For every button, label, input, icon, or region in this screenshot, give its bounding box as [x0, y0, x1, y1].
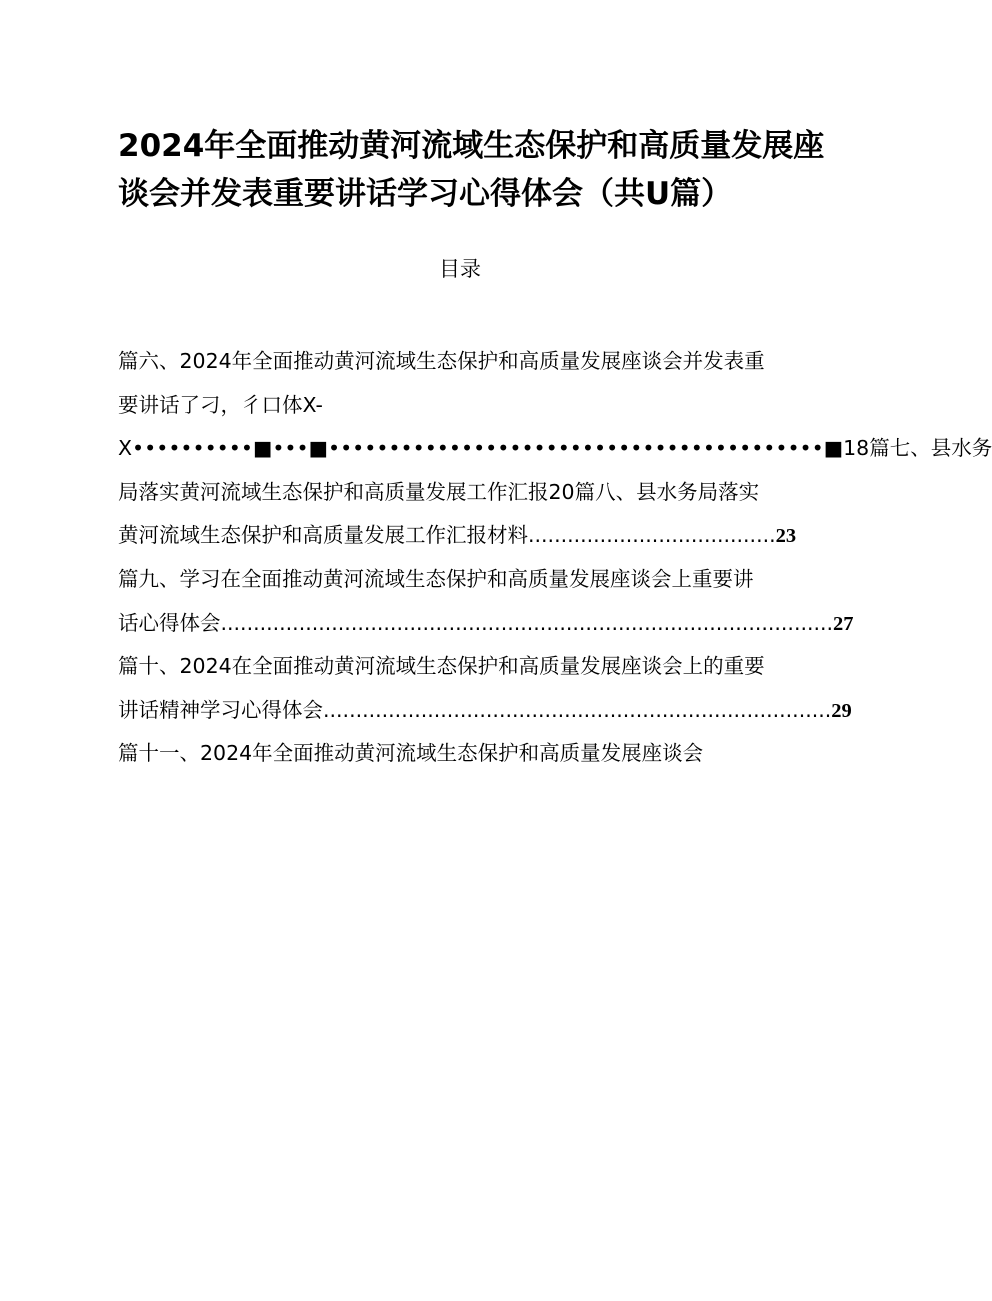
toc-entry[interactable] [118, 645, 840, 689]
toc-entry[interactable] [118, 732, 840, 776]
toc-page-number: 27 [833, 612, 854, 635]
toc-line: 篇六、2024年全面推动黄河流域生态保护和高质量发展座谈会并发表重 [118, 349, 765, 373]
toc-line: X••••••••••■•••■•••••••••••••••••••••••••••••••••••••••••■18篇七、县水务 [118, 436, 992, 461]
toc-entry[interactable] [118, 689, 852, 733]
toc-leader: .............................................................................................. [220, 610, 834, 635]
table-of-contents [118, 340, 992, 776]
document-title [118, 122, 858, 218]
toc-entry-text: 篇十一、2024年全面推动黄河流域生态保护和高质量发展座谈会 [118, 741, 704, 766]
toc-page-number: 29 [831, 699, 852, 722]
toc-entry-text: 话心得体会 [118, 610, 221, 635]
title-line-1: 2024年全面推动黄河流域生态保护和高质量发展座 [118, 128, 825, 164]
toc-leader: ...................................... [528, 523, 776, 548]
toc-entry-text: 黄河流域生态保护和高质量发展工作汇报材料 [118, 523, 528, 548]
title-line-2: 谈会并发表重要讲话学习心得体会（共U篇） [118, 176, 733, 212]
toc-leader: .............................................................................. [323, 697, 832, 722]
toc-entry-text: 讲话精神学习心得体会 [118, 697, 323, 722]
toc-line: 要讲话了刁，彳口体X- [118, 392, 323, 417]
toc-line: 局落实黄河流域生态保护和高质量发展工作汇报20篇八、县水务局落实 [118, 479, 760, 504]
toc-entry[interactable] [118, 558, 840, 602]
toc-page-number: 23 [775, 525, 797, 548]
toc-entry[interactable] [118, 514, 840, 558]
toc-heading: 目录 [439, 257, 481, 281]
toc-entry-text: 篇十、2024在全面推动黄河流域生态保护和高质量发展座谈会上的重要 [118, 654, 765, 679]
toc-entry-text: 篇九、学习在全面推动黄河流域生态保护和高质量发展座谈会上重要讲 [118, 566, 754, 591]
toc-entry[interactable] [118, 602, 854, 646]
